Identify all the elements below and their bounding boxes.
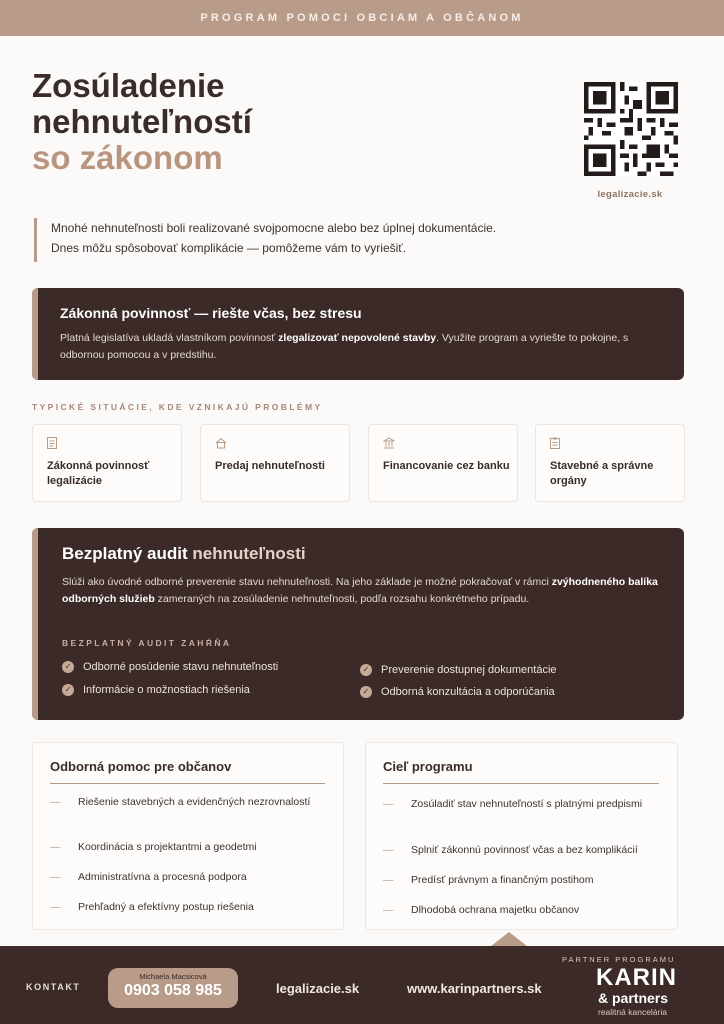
contact-name: Michaela Macsicová [139, 972, 207, 981]
dash-icon: — [383, 798, 394, 810]
title-line-2: nehnuteľností [32, 103, 252, 140]
audit-item-label: Odborná konzultácia a odporúčania [381, 686, 555, 698]
program-banner-text: PROGRAM POMOCI OBCIAM A OBČANOM [200, 12, 524, 24]
obligation-heading: Zákonná povinnosť — riešte včas, bez stresu [60, 305, 362, 321]
help-item-label: Koordinácia s projektantmi a geodetmi [78, 841, 257, 853]
legalizacie-link[interactable]: legalizacie.sk [276, 981, 360, 996]
dash-icon: — [50, 871, 61, 883]
situation-card-title: Financovanie cez banku [383, 460, 510, 472]
situation-card [368, 424, 518, 502]
dash-icon: — [383, 844, 394, 856]
bank-icon [383, 437, 395, 449]
program-banner [0, 0, 724, 36]
obligation-box [32, 288, 684, 380]
check-icon: ✓ [62, 661, 74, 673]
audit-item [360, 664, 557, 676]
partner-logo-partners: & partners [598, 990, 669, 1006]
help-item-label: Riešenie stavebných a evidenčných nezrovnalostí [78, 796, 311, 808]
check-icon: ✓ [62, 684, 74, 696]
audit-item-label: Odborné posúdenie stavu nehnuteľnosti [83, 661, 279, 673]
obligation-text-part: Platná legislatíva ukladá vlastníkom povinnosť [60, 332, 279, 344]
intro-line-1: Mnohé nehnuteľnosti boli realizované svojpomocne alebo bez úplnej dokumentácie. [51, 221, 497, 235]
audit-heading-part: nehnuteľnosti [192, 544, 306, 563]
dash-icon: — [50, 901, 61, 913]
goal-item [383, 797, 653, 812]
dash-icon: — [383, 904, 394, 916]
audit-item [62, 684, 250, 696]
audit-includes-label: BEZPLATNÝ AUDIT ZAHŔŇA [62, 638, 232, 648]
help-item-label: Administratívna a procesná podpora [78, 871, 247, 883]
audit-box [32, 528, 684, 720]
audit-text-part: zameraných na zosúladenie nehnuteľnosti, podľa rozsahu konkrétneho prípadu. [154, 593, 530, 605]
help-item [50, 795, 320, 810]
help-item [50, 870, 320, 885]
page-title [32, 68, 252, 176]
qr-code[interactable] [584, 82, 678, 176]
situation-card-title: Predaj nehnuteľnosti [215, 460, 325, 472]
help-heading: Odborná pomoc pre občanov [50, 759, 232, 774]
goal-item [383, 873, 653, 888]
partner-logo-karin: KARIN [596, 964, 677, 991]
dash-icon: — [50, 796, 61, 808]
goal-item [383, 903, 653, 918]
check-icon: ✓ [360, 664, 372, 676]
help-item [50, 900, 320, 915]
qr-caption: legalizacie.sk [597, 189, 663, 200]
obligation-text-part: . Využite program a vyriešte to pokojne, s odbornou pomocou a v predstihu. [60, 332, 629, 361]
goal-divider [383, 783, 659, 784]
audit-item [62, 661, 278, 673]
title-line-3: so zákonom [32, 139, 223, 176]
contact-label: KONTAKT [26, 982, 81, 992]
audit-item [360, 686, 555, 698]
situation-card [535, 424, 685, 502]
situation-card [200, 424, 350, 502]
phone-number: 0903 058 985 [124, 982, 222, 999]
obligation-text [60, 330, 660, 364]
obligation-text-bold: zlegalizovať nepovolené stavby [278, 332, 437, 344]
goal-item-label: Dlhodobá ochrana majetku občanov [411, 904, 580, 916]
phone-button[interactable] [108, 968, 238, 1008]
intro-line-2: Dnes môžu spôsobovať komplikácie — pomôžeme vám to vyriešiť. [51, 241, 407, 255]
title-line-1: Zosúladenie [32, 67, 225, 104]
audit-heading-part: Bezplatný audit [62, 544, 188, 563]
footer-notch [491, 932, 527, 946]
audit-item-label: Preverenie dostupnej dokumentácie [381, 664, 557, 676]
goal-item-label: Predísť právnym a finančným postihom [411, 874, 594, 886]
karinpartners-link[interactable]: www.karinpartners.sk [407, 981, 542, 996]
help-item [50, 840, 320, 855]
document-icon [47, 437, 59, 449]
goal-heading: Cieľ programu [383, 759, 473, 774]
house-icon [215, 437, 227, 449]
intro-text [34, 218, 496, 262]
situation-card [32, 424, 182, 502]
clipboard-icon [550, 437, 562, 449]
footer [0, 946, 724, 1024]
goal-item-label: Zosúladiť stav nehnuteľností s platnými predpismi [411, 798, 643, 810]
audit-heading [62, 544, 306, 564]
situation-card-title: Stavebné a správne orgány [550, 460, 654, 487]
goal-item [383, 843, 653, 858]
goal-panel [365, 742, 678, 930]
audit-text-part: Slúži ako úvodné odborné preverenie stavu nehnuteľnosti. Na jeho základe je možné pokračovať v rámci [62, 576, 552, 588]
situation-card-title: Zákonná povinnosť legalizácie [47, 460, 150, 487]
help-item-label: Prehľadný a efektívny postup riešenia [78, 901, 254, 913]
partner-label: PARTNER PROGRAMU [562, 955, 676, 964]
situations-label: TYPICKÉ SITUÁCIE, KDE VZNIKAJÚ PROBLÉMY [32, 402, 323, 412]
audit-item-label: Informácie o možnostiach riešenia [83, 684, 250, 696]
audit-text-bold: zvýhodneného balíka odborných služieb [62, 576, 658, 605]
help-panel [32, 742, 344, 930]
check-icon: ✓ [360, 686, 372, 698]
goal-item-label: Splniť zákonnú povinnosť včas a bez komplikácií [411, 844, 638, 856]
help-divider [50, 783, 325, 784]
partner-logo-subtitle: realitná kancelária [598, 1007, 667, 1017]
audit-text [62, 574, 672, 608]
dash-icon: — [383, 874, 394, 886]
dash-icon: — [50, 841, 61, 853]
